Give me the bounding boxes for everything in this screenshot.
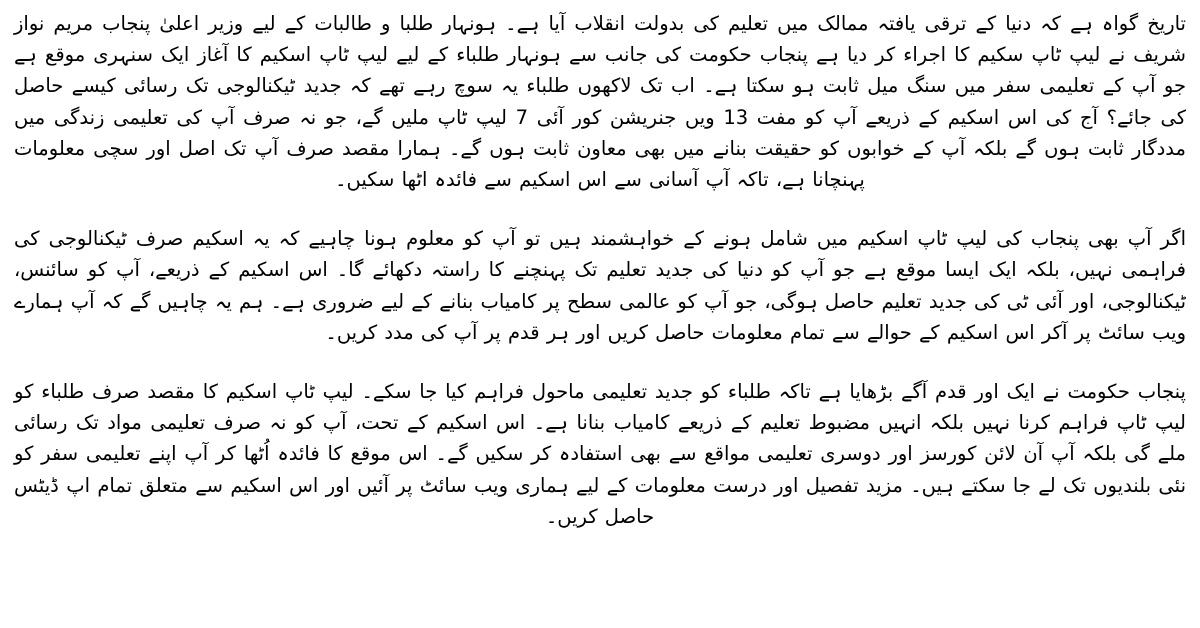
article-paragraph-intro: تاریخ گواہ ہے کہ دنیا کے ترقی یافتہ ممالک میں تعلیم کی بدولت انقلاب آیا ہے۔ ہونہار طلبا و طالبات کے لیے وزیر اعلیٰ پنجاب مریم نواز شریف نے لیپ ٹاپ سکیم کا اجراء کر دیا ہے پنجاب حکومت کی جانب سے ہونہار طلباء کے لیے لیپ ٹاپ اسکیم کا آغاز ایک سنہری موقع ہے جو آپ کے تعلیمی سفر میں سنگ میل ثابت ہو سکتا ہے۔ اب تک لاکھوں طلباء یہ سوچ رہے تھے کہ جدید ٹیکنالوجی تک رسائی کیسے حاصل کی جائے؟ آج کی اس اسکیم کے ذریعے آپ کو مفت 13 ویں جنریشن کور آئی 7 لیپ ٹاپ ملیں گے، جو نہ صرف آپ کی تعلیمی زندگی میں مددگار ثابت ہوں گے بلکہ آپ کے خوابوں کو حقیقت بنانے میں بھی معاون ثابت ہوں گے۔ ہمارا مقصد صرف آپ تک اصل اور سچی معلومات پہنچانا ہے، تاکہ آپ آسانی سے اس اسکیم سے فائدہ اٹھا سکیں۔ <box>14 12 1187 192</box>
article-paragraph-benefits: اگر آپ بھی پنجاب کی لیپ ٹاپ اسکیم میں شامل ہونے کے خواہشمند ہیں تو آپ کو معلوم ہونا چاہیے کہ یہ اسکیم صرف ٹیکنالوجی کی فراہمی نہیں، بلکہ ایک ایسا موقع ہے جو آپ کو دنیا کی جدید تعلیم تک پہنچنے کا راستہ دکھائے گا۔ اس اسکیم کے ذریعے، آپ کو سائنس، ٹیکنالوجی، اور آئی ٹی کی جدید تعلیم حاصل ہوگی، جو آپ کو عالمی سطح پر کامیاب بنانے کے لیے ضروری ہے۔ ہم یہ چاہیں گے کہ آپ ہمارے ویب سائٹ پر آکر اس اسکیم کے حوالے سے تمام معلومات حاصل کریں اور ہر قدم پر آپ کی مدد کریں۔ <box>14 227 1186 344</box>
article-paragraph-closing: پنجاب حکومت نے ایک اور قدم آگے بڑھایا ہے تاکہ طلباء کو جدید تعلیمی ماحول فراہم کیا جا سکے۔ لیپ ٹاپ اسکیم کا مقصد صرف طلباء کو لیپ ٹاپ فراہم کرنا نہیں بلکہ انہیں مضبوط تعلیم کے ذریعے کامیاب بنانا ہے۔ اس اسکیم کے تحت، آپ کو نہ صرف تعلیمی مواد تک رسائی ملے گی بلکہ آپ آن لائن کورسز اور دوسری تعلیمی مواقع سے بھی استفادہ کر سکیں گے۔ اس موقع کا فائدہ اُٹھا کر آپ اپنے تعلیمی سفر کو نئی بلندیوں تک لے جا سکتے ہیں۔ مزید تفصیل اور درست معلومات کے لیے ہماری ویب سائٹ پر آئیں اور اس اسکیم سے متعلق تمام اپ ڈیٹس حاصل کریں۔ <box>14 380 1186 528</box>
